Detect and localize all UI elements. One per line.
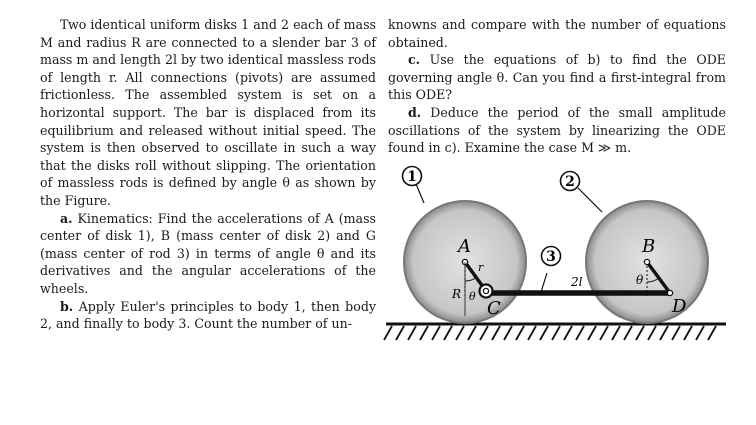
ground-hatching: [384, 326, 716, 340]
right-column: [388, 16, 726, 157]
pivot-C-inner: [483, 288, 488, 293]
part-d-text: Deduce the period of the small amplitude oscillations of the system by linearizing the ODE found in c). Examine the case M ≫ m.: [388, 104, 726, 156]
part-c: [388, 51, 726, 104]
pivot-D: [667, 290, 672, 295]
part-d: [388, 104, 726, 157]
left-column: [40, 16, 376, 333]
part-d-label: d.: [408, 104, 422, 120]
part-c-label: c.: [408, 52, 421, 68]
label-bar-3: 3: [546, 249, 556, 265]
part-b-text: Apply Euler's principles to body 1, then body 2, and finally to body 3. Count the number of un-: [40, 298, 376, 332]
part-a-text: Kinematics: Find the accelerations of A (mass center of disk 1), B (mass center of disk 2) and G (mass center of rod 3) in terms of angle θ and its derivatives and the angular accelerations of the wheels.: [40, 210, 376, 296]
label-B: B: [642, 236, 656, 257]
label-disk-2: 2: [565, 174, 575, 190]
label-theta-right: θ: [636, 273, 644, 287]
part-a-label: a.: [60, 210, 73, 226]
label-D: D: [672, 296, 687, 317]
mechanism-diagram: [380, 158, 730, 358]
leader-3: [541, 273, 547, 292]
part-b-label: b.: [60, 298, 74, 314]
label-disk-1: 1: [407, 169, 417, 185]
label-r: r: [478, 261, 484, 274]
label-2l: 2l: [571, 275, 583, 289]
mechanism-figure: [380, 158, 730, 358]
part-b: [40, 298, 376, 333]
part-b-continued: knowns and compare with the number of equations obtained.: [388, 17, 726, 50]
label-A: A: [458, 236, 471, 257]
leader-1: [416, 184, 424, 203]
center-B: [644, 259, 649, 264]
problem-statement: Two identical uniform disks 1 and 2 each of mass M and radius R are connected to a slender bar 3 of mass m and length 2l by two identical massless rods of length r. All connections (pivots) are assumed frictionless. The assembled system is set on a horizontal support. The bar is displaced from its equilibrium and released without initial speed. The system is then observed to oscillate in such a way that the disks roll without slipping. The orientation of massless rods is defined by angle θ as shown by the Figure.: [40, 17, 376, 208]
part-c-text: Use the equations of b) to find the ODE governing angle θ. Can you find a first-integral from this ODE?: [388, 52, 726, 103]
leader-2: [578, 188, 602, 212]
label-C: C: [487, 298, 501, 319]
label-theta-left: θ: [469, 290, 476, 303]
label-R: R: [452, 287, 462, 301]
part-a: [40, 210, 376, 298]
